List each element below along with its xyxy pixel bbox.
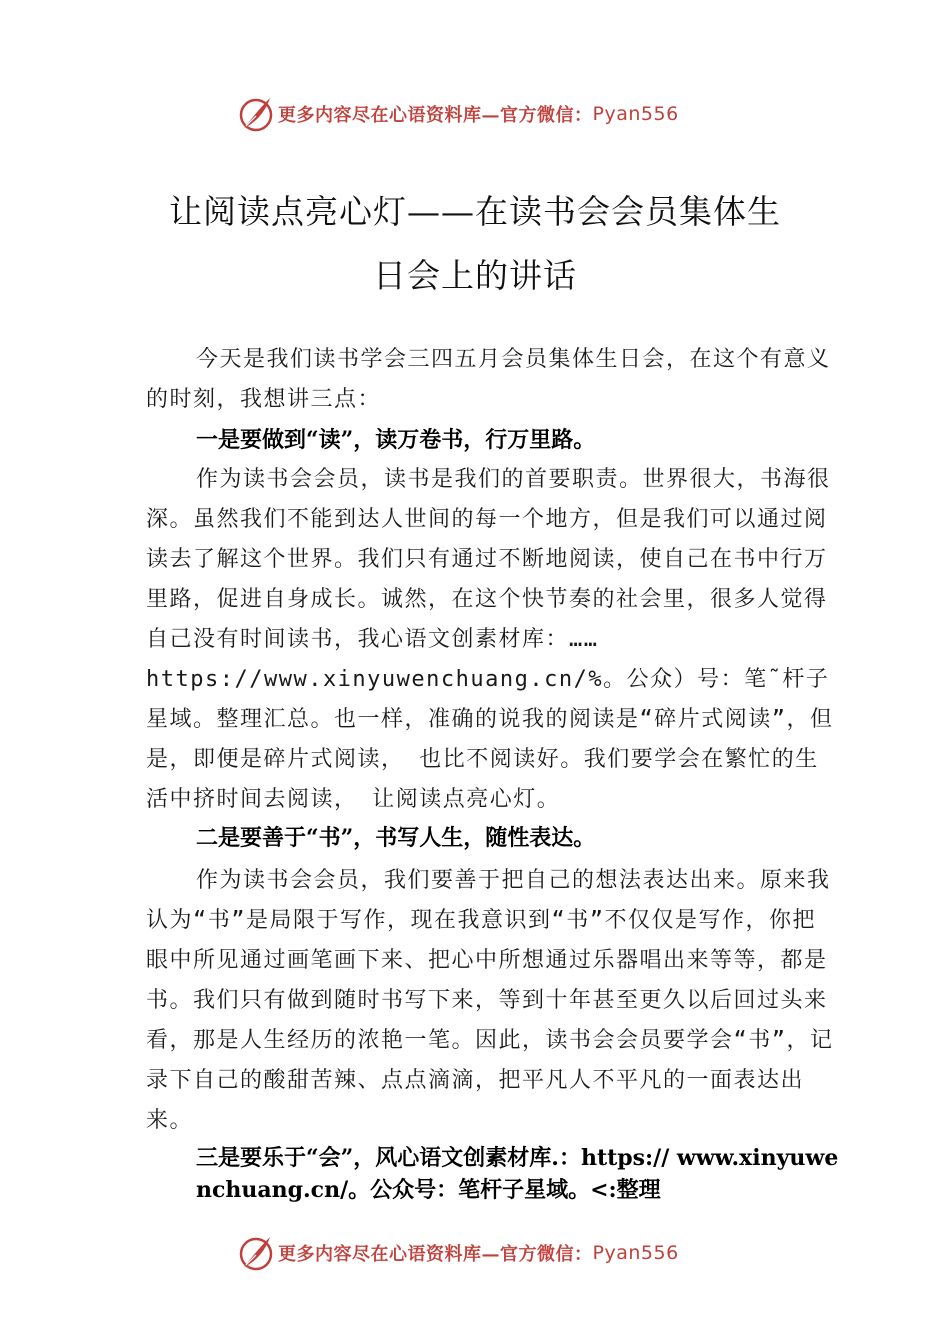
watermark-banner-top [236,94,679,134]
section-body-2: 作为读书会会员，我们要善于把自己的想法表达出来。原来我认为“书”是局限于写作，现在我意识到“书”不仅仅是写作，你把眼中所见通过画笔画下来、把心中所想通过乐器唱出来等等，都是书。我们只有做到随时书写下来，等到十年甚至更久以后回过头来看，那是人生经历的浓艳一笔。因此，读书会会员要学会“书”，记录下自己的酸甜苦辣、点点滴滴，把平凡人不平凡的一面表达出来。 [146,868,834,1133]
feather-pen-icon [236,1233,276,1273]
document-title-line-2: 日会上的讲话 [373,256,577,295]
section-heading-3: 三是要乐于“会”，风心语文创素材库.：https:// www.xinyuwenchuang.cn/。公众号：笔杆子星域。<:整理 [196,1145,839,1203]
section-heading-2: 二是要善于“书”，书写人生，随性表达。 [196,825,596,851]
watermark-text: 更多内容尽在心语资料库—官方微信： [278,1244,593,1265]
watermark-wechat-id: Pyan556 [592,1242,679,1264]
intro-paragraph: 今天是我们读书学会三四五月会员集体生日会，在这个有意义的时刻，我想讲三点： [146,347,831,412]
watermark-text: 更多内容尽在心语资料库—官方微信： [278,105,593,126]
watermark-banner-bottom [236,1233,679,1273]
watermark-wechat-id: Pyan556 [592,103,679,125]
section-body-1: 作为读书会会员，读书是我们的首要职责。世界很大，书海很深。虽然我们不能到达人世间的每一个地方，但是我们可以通过阅读去了解这个世界。我们只有通过不断地阅读，使自己在书中行万里路，促进自身成长。诚然，在这个快节奏的社会里，很多人觉得自己没有时间读书，我心语文创素材库：……https://www.xinyuwenchuang.cn/%。公众）号：笔˜杆子星域。整理汇总。也一样，准确的说我的阅读是“碎片式阅读”，但是，即便是碎片式阅读， 也比不阅读好。我们要学会在繁忙的生活中挤时间去阅读， 让阅读点亮心灯。 [146,467,834,812]
feather-pen-icon [236,94,276,134]
section-heading-1: 一是要做到“读”，读万卷书，行万里路。 [196,427,596,453]
document-title-line-1: 让阅读点亮心灯——在读书会会员集体生 [169,192,781,231]
